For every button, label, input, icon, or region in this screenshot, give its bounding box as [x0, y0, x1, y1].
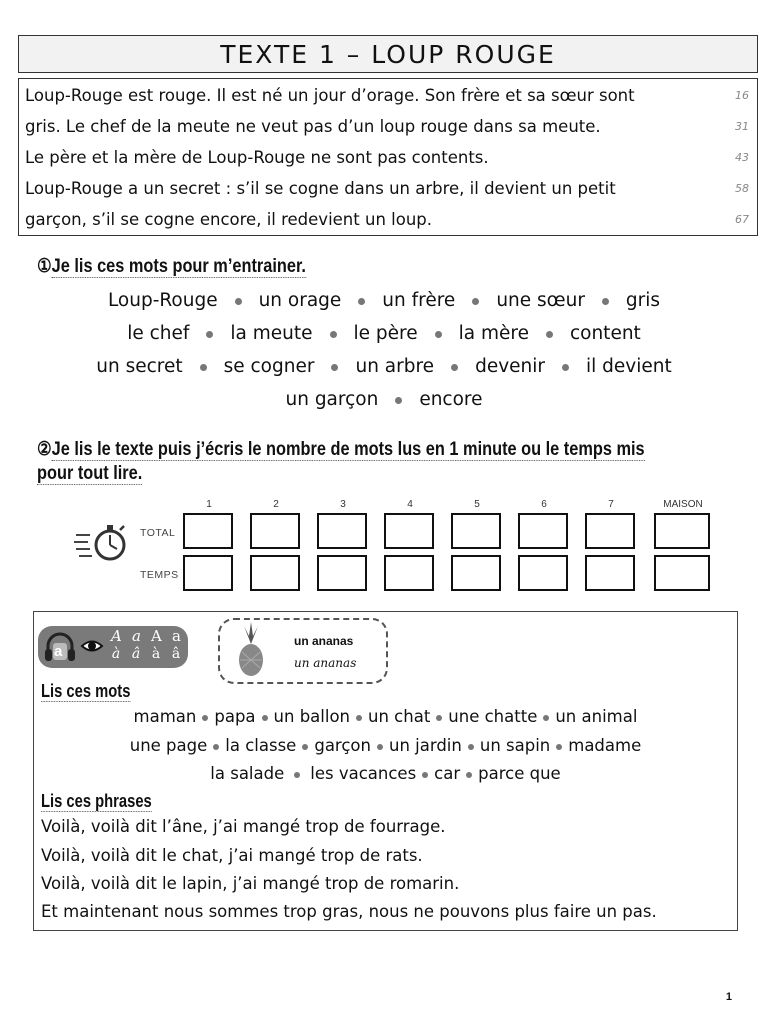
practice-word: encore	[419, 389, 483, 410]
total-box-1[interactable]	[183, 513, 233, 549]
total-box-5[interactable]	[451, 513, 501, 549]
section2-heading-text-2: pour tout lire.	[37, 463, 143, 484]
sentence: Voilà, voilà dit l’âne, j’ai mangé trop de fourrage.	[41, 817, 446, 836]
practice-word-row	[0, 323, 768, 344]
column-label: MAISON	[663, 499, 703, 510]
reading-text-box	[18, 78, 758, 236]
page-number: 1	[725, 991, 732, 1003]
column-label: 4	[407, 499, 413, 510]
words-heading	[41, 681, 130, 702]
word-count: 43	[735, 151, 749, 164]
total-box-3[interactable]	[317, 513, 367, 549]
word: maman	[133, 707, 197, 726]
word: une page	[129, 736, 208, 755]
text-line-content: Loup-Rouge a un secret : s’il se cogne dans un arbre, il devient un petit	[25, 179, 616, 198]
word: un sapin	[479, 736, 551, 755]
total-box-7[interactable]	[585, 513, 635, 549]
text-line-content: Le père et la mère de Loup-Rouge ne sont pas contents.	[25, 148, 489, 167]
section2-heading-cont	[37, 463, 142, 485]
letter-form: à	[111, 646, 121, 662]
bullet-separator	[213, 744, 219, 750]
word: madame	[568, 736, 642, 755]
column-label: 7	[608, 499, 614, 510]
temps-box-3[interactable]	[317, 555, 367, 591]
total-box-2[interactable]	[250, 513, 300, 549]
temps-box-2[interactable]	[250, 555, 300, 591]
letter-form: a	[171, 627, 181, 645]
temps-box-4[interactable]	[384, 555, 434, 591]
row-label-temps: TEMPS	[140, 569, 179, 581]
letter-forms-top	[106, 627, 186, 645]
text-line-content: Loup-Rouge est rouge. Il est né un jour d’orage. Son frère et sa sœur sont	[25, 86, 635, 105]
word-row	[34, 736, 737, 755]
practice-word: gris	[625, 290, 661, 311]
bullet-separator	[202, 715, 208, 721]
column-label: 2	[273, 499, 279, 510]
temps-box-7[interactable]	[585, 555, 635, 591]
bullet-separator	[358, 298, 365, 305]
sentences-heading	[41, 791, 152, 812]
text-line	[25, 173, 749, 204]
text-line-content: garçon, s’il se cogne encore, il redevient un loup.	[25, 210, 432, 229]
bullet-separator	[422, 772, 428, 778]
temps-box-6[interactable]	[518, 555, 568, 591]
word-count: 16	[735, 89, 749, 102]
page-title-text: TEXTE 1 – LOUP ROUGE	[220, 39, 556, 69]
practice-word-row	[0, 290, 768, 311]
sentences-heading-text: Lis ces phrases	[41, 791, 152, 811]
bullet-separator	[377, 744, 383, 750]
bullet-separator	[294, 772, 300, 778]
word: un chat	[368, 707, 431, 726]
word: une chatte	[448, 707, 538, 726]
section2-number: ②	[37, 439, 52, 460]
column-label: 5	[474, 499, 480, 510]
text-line-content: gris. Le chef de la meute ne veut pas d’un loup rouge dans sa meute.	[25, 117, 601, 136]
section2-heading	[37, 438, 645, 461]
word: les vacances	[310, 764, 417, 783]
bullet-separator	[543, 715, 549, 721]
bullet-separator	[546, 331, 553, 338]
practice-word: la mère	[458, 323, 529, 344]
word-count: 67	[735, 213, 749, 226]
example-word-print: un ananas	[294, 634, 354, 648]
practice-word: devenir	[475, 356, 546, 377]
column-label: 3	[340, 499, 346, 510]
bullet-separator	[206, 331, 213, 338]
bullet-separator	[302, 744, 308, 750]
text-line	[25, 80, 749, 111]
words-heading-text: Lis ces mots	[41, 681, 131, 701]
practice-word: le père	[353, 323, 418, 344]
practice-word-row	[0, 389, 768, 410]
bullet-separator	[330, 331, 337, 338]
practice-word: un orage	[258, 290, 342, 311]
sentence: Voilà, voilà dit le chat, j’ai mangé trop de rats.	[41, 846, 423, 865]
bullet-separator	[235, 298, 242, 305]
eye-icon	[80, 637, 104, 655]
temps-box-1[interactable]	[183, 555, 233, 591]
total-box-6[interactable]	[518, 513, 568, 549]
bullet-separator	[436, 715, 442, 721]
stopwatch-icon	[72, 521, 130, 563]
bullet-separator	[472, 298, 479, 305]
word: parce que	[478, 764, 561, 783]
bullet-separator	[395, 397, 402, 404]
column-label: 6	[541, 499, 547, 510]
word: papa	[214, 707, 256, 726]
practice-word: un frère	[382, 290, 456, 311]
bullet-separator	[331, 364, 338, 371]
letter-form: â	[131, 646, 141, 662]
section1-heading-text: Je lis ces mots pour m’entrainer.	[51, 256, 306, 277]
practice-word: un secret	[96, 356, 183, 377]
word-count: 31	[735, 120, 749, 133]
pineapple-icon	[234, 622, 268, 678]
practice-word: se cogner	[223, 356, 315, 377]
word: garçon	[314, 736, 371, 755]
temps-box-maison[interactable]	[654, 555, 710, 591]
word: un jardin	[388, 736, 462, 755]
text-line	[25, 204, 749, 235]
letter-form: à	[151, 646, 161, 662]
bullet-separator	[435, 331, 442, 338]
bullet-separator	[451, 364, 458, 371]
row-label-total: TOTAL	[140, 527, 176, 539]
word-row	[34, 764, 737, 783]
total-box-maison[interactable]	[654, 513, 710, 549]
letter-form: A	[151, 627, 162, 645]
word: car	[434, 764, 461, 783]
timing-grid	[0, 495, 768, 605]
practice-word: une sœur	[496, 290, 585, 311]
practice-word: Loup-Rouge	[107, 290, 218, 311]
bullet-separator	[602, 298, 609, 305]
practice-word-row	[0, 356, 768, 377]
bullet-separator	[562, 364, 569, 371]
word: un animal	[555, 707, 638, 726]
page-title	[18, 35, 758, 73]
sound-letter: a	[54, 643, 63, 660]
example-word-card	[218, 618, 388, 684]
bullet-separator	[200, 364, 207, 371]
bullet-separator	[356, 715, 362, 721]
total-box-4[interactable]	[384, 513, 434, 549]
bullet-separator	[466, 772, 472, 778]
sound-lesson-box	[33, 611, 738, 931]
practice-word: la meute	[230, 323, 313, 344]
column-label: 1	[206, 499, 212, 510]
temps-box-5[interactable]	[451, 555, 501, 591]
letter-form: a	[131, 627, 141, 645]
practice-word: content	[569, 323, 641, 344]
section1-number: ①	[37, 256, 52, 277]
word: la salade	[210, 764, 285, 783]
word-row	[34, 707, 737, 726]
practice-word: il devient	[586, 356, 672, 377]
bullet-separator	[556, 744, 562, 750]
word-count: 58	[735, 182, 749, 195]
section1-heading	[37, 255, 306, 278]
sound-banner	[38, 626, 188, 668]
text-line	[25, 111, 749, 142]
example-word-cursive: un ananas	[294, 656, 357, 670]
word: la classe	[225, 736, 297, 755]
practice-word: le chef	[127, 323, 190, 344]
letter-form: A	[111, 627, 122, 645]
practice-word: un arbre	[355, 356, 435, 377]
letter-forms-bottom	[106, 646, 186, 662]
bullet-separator	[468, 744, 474, 750]
sentence: Et maintenant nous sommes trop gras, nous ne pouvons plus faire un pas.	[41, 902, 657, 921]
practice-word: un garçon	[285, 389, 379, 410]
word: un ballon	[273, 707, 351, 726]
sentence: Voilà, voilà dit le lapin, j’ai mangé trop de romarin.	[41, 874, 460, 893]
letter-form: â	[171, 646, 181, 662]
bullet-separator	[262, 715, 268, 721]
section2-heading-text: Je lis le texte puis j’écris le nombre de mots lus en 1 minute ou le temps mis	[51, 439, 645, 460]
text-line	[25, 142, 749, 173]
